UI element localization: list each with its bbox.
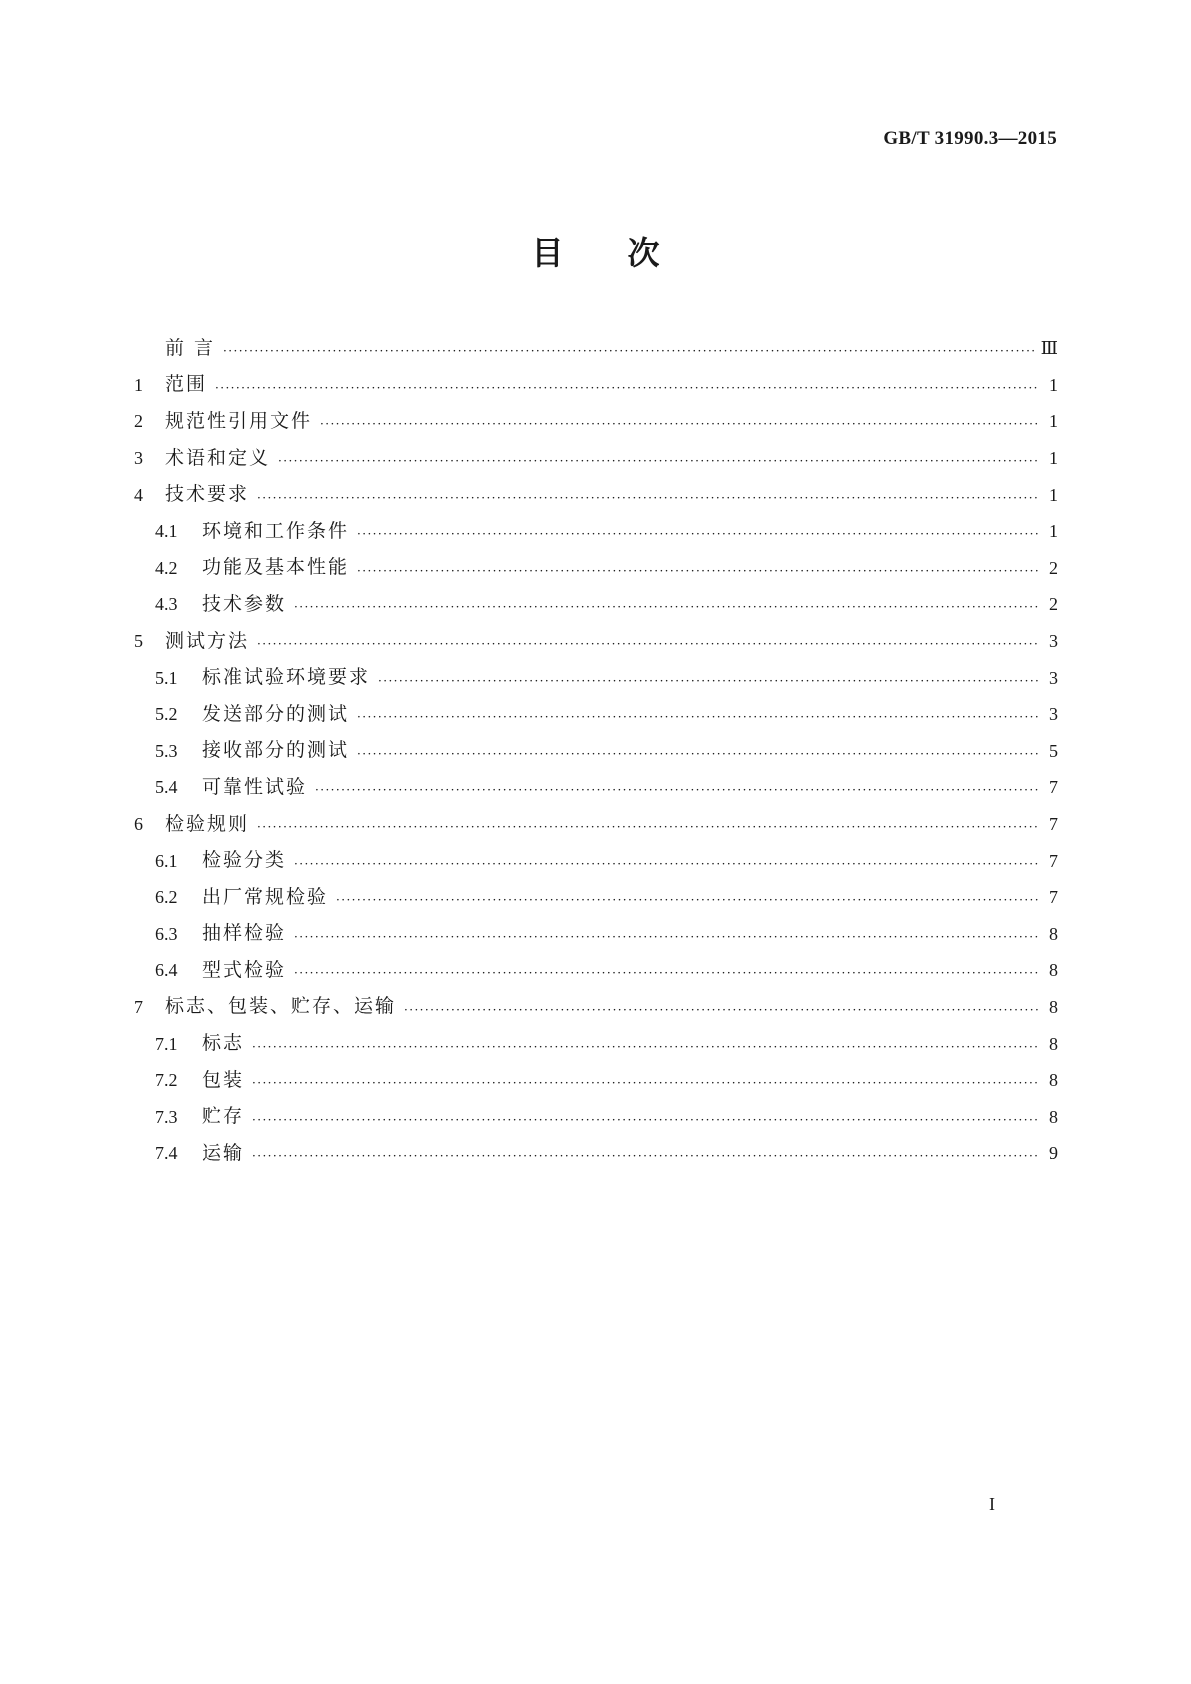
toc-entry-number: 2 — [134, 411, 143, 432]
toc-leader-dots — [215, 382, 1038, 394]
toc-entry-number: 7.1 — [155, 1033, 178, 1054]
toc-leader-dots — [252, 1041, 1038, 1053]
toc-leader-dots — [294, 601, 1038, 613]
toc-entry[interactable] — [134, 403, 1058, 440]
toc-entry[interactable] — [134, 1062, 1058, 1099]
toc-entry-title: 测试方法 — [165, 629, 250, 652]
toc-leader-dots — [357, 528, 1038, 540]
toc-entry-title: 标志 — [202, 1032, 245, 1055]
toc-entry[interactable] — [134, 806, 1058, 843]
toc-entry-number: 3 — [134, 448, 143, 469]
toc-leader-dots — [404, 1004, 1038, 1016]
toc-entry-title: 可靠性试验 — [202, 775, 308, 798]
toc-entry-number: 4.3 — [155, 594, 178, 615]
toc-entry-page: 2 — [1049, 557, 1058, 578]
toc-entry-page: 3 — [1049, 704, 1058, 725]
toc-entry-number: 7 — [134, 996, 143, 1017]
toc-entry-number: 6.4 — [155, 960, 178, 981]
toc-entry[interactable] — [134, 916, 1058, 953]
toc-entry-title: 检验规则 — [165, 812, 250, 835]
page-number: I — [989, 1494, 995, 1514]
toc-entry-title: 规范性引用文件 — [165, 409, 313, 432]
toc-entry-page: Ⅲ — [1040, 338, 1058, 359]
toc-entry[interactable] — [134, 586, 1058, 623]
toc-entry-page: 2 — [1049, 594, 1058, 615]
toc-entry-page: 7 — [1049, 850, 1058, 871]
toc-entry-number: 4.2 — [155, 557, 178, 578]
toc-entry-title: 包装 — [202, 1068, 245, 1091]
toc-entry-title: 环境和工作条件 — [202, 519, 350, 542]
toc-entry-number: 5.1 — [155, 667, 178, 688]
toc-leader-dots — [294, 967, 1038, 979]
toc-entry-title: 发送部分的测试 — [202, 702, 350, 725]
toc-entry-page: 1 — [1049, 374, 1058, 395]
toc-entry-number: 4.1 — [155, 521, 178, 542]
toc-leader-dots — [357, 565, 1038, 577]
toc-entry-number: 6.1 — [155, 850, 178, 871]
title-char-2: 次 — [627, 234, 660, 272]
toc-entry[interactable] — [134, 879, 1058, 916]
toc-entry[interactable] — [134, 330, 1058, 367]
toc-entry-title: 检验分类 — [202, 849, 287, 872]
toc-leader-dots — [252, 1150, 1038, 1162]
toc-entry-title: 型式检验 — [202, 958, 287, 981]
toc-entry-page: 1 — [1049, 448, 1058, 469]
toc-leader-dots — [257, 492, 1038, 504]
toc-entry-number: 6 — [134, 814, 143, 835]
toc-entry-page: 3 — [1049, 631, 1058, 652]
toc-entry-page: 7 — [1049, 777, 1058, 798]
toc-entry-number: 5.2 — [155, 704, 178, 725]
toc-entry-number: 1 — [134, 374, 143, 395]
toc-entry-page: 8 — [1049, 960, 1058, 981]
toc-entry[interactable] — [134, 842, 1058, 879]
toc-entry[interactable] — [134, 1135, 1058, 1172]
toc-leader-dots — [252, 1114, 1038, 1126]
toc-leader-dots — [278, 455, 1038, 467]
standard-code: GB/T 31990.3—2015 — [883, 128, 1057, 149]
toc-entry[interactable] — [134, 623, 1058, 660]
toc-entry[interactable] — [134, 1025, 1058, 1062]
toc-leader-dots — [357, 711, 1038, 723]
toc-entry-title: 贮存 — [202, 1105, 245, 1128]
toc-entry[interactable] — [134, 1098, 1058, 1135]
toc-entry-page: 8 — [1049, 1106, 1058, 1127]
toc-leader-dots — [257, 638, 1038, 650]
toc-entry[interactable] — [134, 696, 1058, 733]
toc-entry-number: 7.4 — [155, 1143, 178, 1164]
toc-entry-number: 6.3 — [155, 923, 178, 944]
toc-entry-page: 1 — [1049, 484, 1058, 505]
toc-entry-page: 8 — [1049, 1033, 1058, 1054]
page-title — [0, 228, 1191, 274]
toc-entry-page: 7 — [1049, 814, 1058, 835]
toc-entry-title: 技术要求 — [165, 483, 250, 506]
toc-entry[interactable] — [134, 513, 1058, 550]
toc-entry-title: 出厂常规检验 — [202, 885, 329, 908]
toc-leader-dots — [294, 931, 1038, 943]
toc-entry-page: 8 — [1049, 1070, 1058, 1091]
toc-entry[interactable] — [134, 550, 1058, 587]
toc-entry-number: 6.2 — [155, 887, 178, 908]
toc-entry-title: 前 言 — [165, 336, 216, 359]
toc-entry-number: 7.3 — [155, 1106, 178, 1127]
toc-leader-dots — [252, 1077, 1038, 1089]
toc-entry-page: 8 — [1049, 923, 1058, 944]
toc-entry-number: 5.3 — [155, 740, 178, 761]
toc-entry-title: 术语和定义 — [165, 446, 271, 469]
toc-entry-page: 1 — [1049, 521, 1058, 542]
toc-entry-page: 3 — [1049, 667, 1058, 688]
toc-entry-page: 8 — [1049, 996, 1058, 1017]
toc-entry-page: 9 — [1049, 1143, 1058, 1164]
toc-entry[interactable] — [134, 440, 1058, 477]
toc-entry-number: 7.2 — [155, 1070, 178, 1091]
title-char-1: 目 — [531, 234, 564, 272]
toc-entry[interactable] — [134, 989, 1058, 1026]
toc-entry-title: 运输 — [202, 1141, 245, 1164]
toc-entry[interactable] — [134, 733, 1058, 770]
toc-leader-dots — [378, 675, 1038, 687]
toc-entry-title: 功能及基本性能 — [202, 556, 350, 579]
toc-entry-title: 抽样检验 — [202, 922, 287, 945]
toc-entry-title: 标准试验环境要求 — [202, 666, 371, 689]
toc-leader-dots — [336, 894, 1038, 906]
toc-entry[interactable] — [134, 769, 1058, 806]
table-of-contents — [134, 330, 1058, 1172]
toc-entry[interactable] — [134, 476, 1058, 513]
toc-entry-page: 5 — [1049, 740, 1058, 761]
toc-leader-dots — [320, 418, 1038, 430]
toc-entry[interactable] — [134, 659, 1058, 696]
toc-leader-dots — [257, 821, 1038, 833]
toc-entry[interactable] — [134, 952, 1058, 989]
toc-entry-title: 标志、包装、贮存、运输 — [165, 995, 397, 1018]
toc-leader-dots — [294, 858, 1038, 870]
toc-entry-number: 4 — [134, 484, 143, 505]
toc-entry-page: 7 — [1049, 887, 1058, 908]
toc-entry-title: 接收部分的测试 — [202, 739, 350, 762]
toc-entry-page: 1 — [1049, 411, 1058, 432]
toc-entry-number: 5 — [134, 631, 143, 652]
toc-entry-title: 技术参数 — [202, 592, 287, 615]
toc-leader-dots — [357, 748, 1038, 760]
toc-leader-dots — [315, 784, 1038, 796]
toc-entry-number: 5.4 — [155, 777, 178, 798]
toc-entry[interactable] — [134, 367, 1058, 404]
toc-leader-dots — [223, 345, 1035, 357]
toc-entry-title: 范围 — [165, 373, 208, 396]
